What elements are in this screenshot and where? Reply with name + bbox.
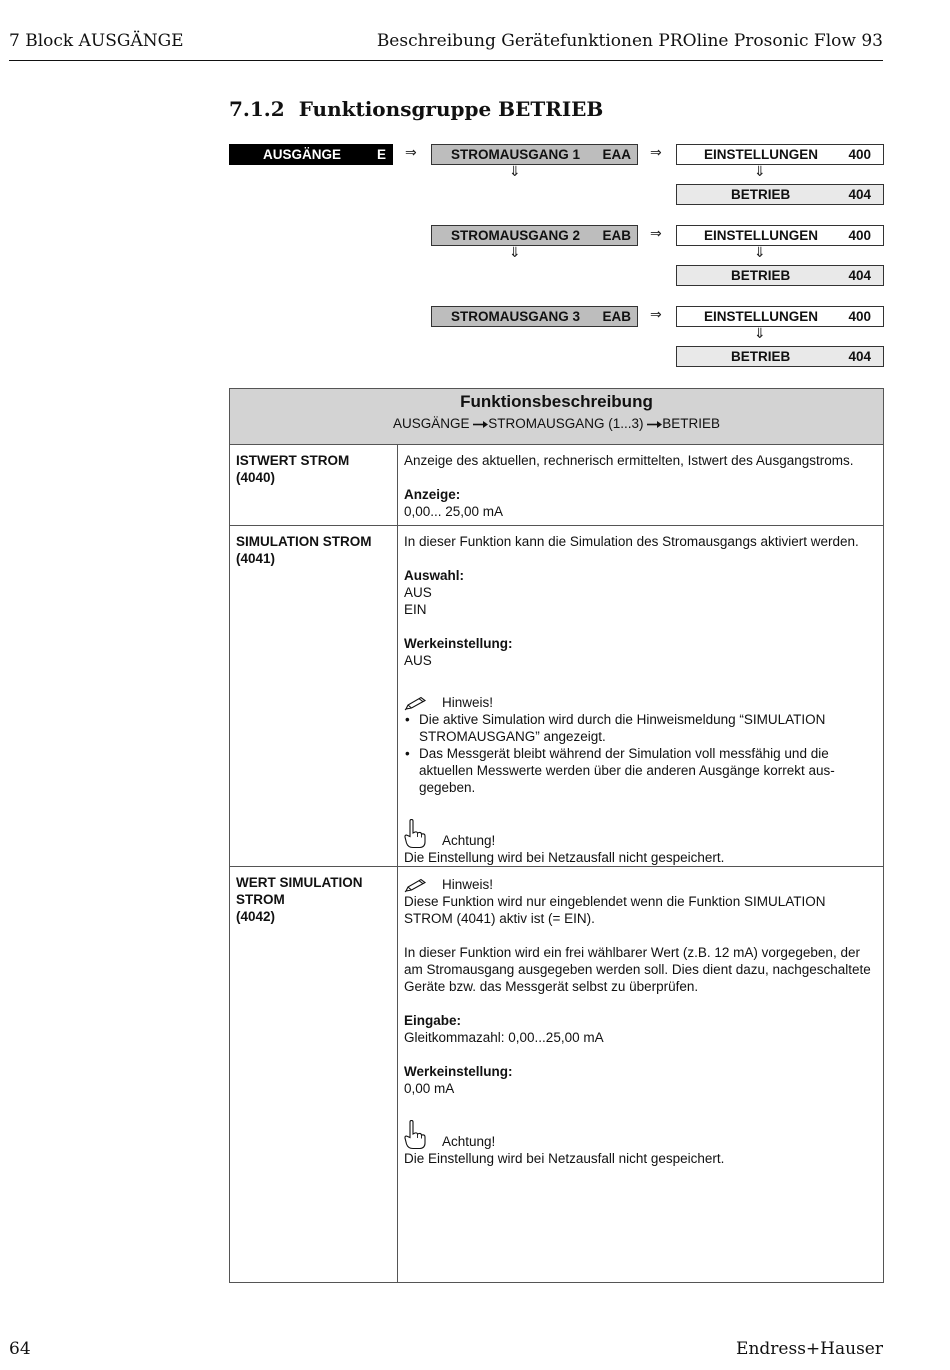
arrow-right-icon: ⇒	[650, 226, 662, 242]
caution-note	[404, 1120, 877, 1150]
function-name: STROM	[236, 892, 285, 907]
group-label: STROMAUSGANG 3	[451, 309, 581, 324]
input-label: Eingabe:	[404, 1013, 462, 1028]
selection-option: EIN	[404, 602, 427, 617]
selection-option: AUS	[404, 585, 432, 600]
function-name-cell	[230, 867, 398, 1282]
settings-label: EINSTELLUNGEN	[704, 228, 819, 243]
pointing-hand-icon	[404, 819, 428, 849]
hint-text: Diese Funktion wird nur eingeblendet wenn die Funktion SIMULATION STROM (4041) aktiv ist (= EIN).	[404, 894, 826, 926]
description-text: In dieser Funktion kann die Simulation des Stromausgangs aktiviert werden.	[404, 534, 859, 549]
group-label: STROMAUSGANG 1	[451, 147, 581, 162]
function-description-cell	[398, 526, 883, 866]
running-header-chapter: 7 Block AUSGÄNGE	[9, 31, 184, 51]
display-value: 0,00... 25,00 mA	[404, 504, 504, 519]
arrow-right-icon	[473, 420, 488, 429]
function-name: ISTWERT STROM	[236, 453, 350, 468]
table-row	[230, 526, 883, 867]
function-description-cell	[398, 445, 883, 520]
settings-code: 400	[848, 228, 871, 243]
operation-code: 404	[848, 349, 871, 364]
arrow-down-icon: ⇓	[509, 245, 521, 261]
table-row	[230, 867, 883, 1282]
arrow-right-icon	[647, 420, 662, 429]
settings-label: EINSTELLUNGEN	[704, 147, 819, 162]
pencil-icon	[404, 878, 428, 893]
caution-note	[404, 819, 877, 849]
operation-label: BETRIEB	[731, 349, 791, 364]
arrow-right-icon: ⇒	[405, 145, 417, 161]
group-code: EAA	[602, 147, 631, 162]
settings-box-3	[676, 306, 884, 327]
input-value: Gleitkommazahl: 0,00...25,00 mA	[404, 1030, 604, 1045]
settings-box-1	[676, 144, 884, 165]
operation-label: BETRIEB	[731, 268, 791, 283]
block-code: E	[376, 147, 386, 162]
group-code: EAB	[602, 228, 631, 243]
function-description-cell	[398, 867, 883, 1167]
hint-label: Hinweis!	[442, 695, 494, 710]
group-label: STROMAUSGANG 2	[451, 228, 581, 243]
default-label: Werkeinstellung:	[404, 636, 513, 651]
hint-list	[404, 711, 877, 796]
arrow-down-icon: ⇓	[754, 245, 766, 261]
function-name-cell	[230, 445, 398, 525]
group-box-2	[431, 225, 638, 246]
table-header	[230, 389, 883, 445]
default-label: Werkeinstellung:	[404, 1064, 513, 1079]
function-name: SIMULATION STROM	[236, 534, 372, 549]
settings-code: 400	[848, 309, 871, 324]
arrow-down-icon: ⇓	[754, 326, 766, 342]
default-value: 0,00 mA	[404, 1081, 455, 1096]
selection-label: Auswahl:	[404, 568, 465, 583]
pencil-icon	[404, 696, 428, 711]
hint-note	[404, 876, 877, 893]
operation-box-2	[676, 265, 884, 286]
operation-code: 404	[848, 268, 871, 283]
operation-box-1	[676, 184, 884, 205]
arrow-right-icon: ⇒	[650, 145, 662, 161]
table-row	[230, 445, 883, 526]
arrow-down-icon: ⇓	[754, 164, 766, 180]
brand-name: Endress+Hauser	[736, 1339, 883, 1359]
display-label: Anzeige:	[404, 487, 461, 502]
arrow-right-icon: ⇒	[650, 307, 662, 323]
function-name-cell	[230, 526, 398, 866]
list-item: • Die aktive Simulation wird durch die Hinweismeldung “SIMULATION STROMAUSGANG” angezeigt.	[404, 711, 877, 745]
description-text: Anzeige des aktuellen, rechnerisch ermittelten, Istwert des Ausgangstroms.	[404, 453, 854, 468]
function-description-table	[229, 388, 884, 1283]
function-code: (4041)	[236, 551, 276, 566]
group-box-3	[431, 306, 638, 327]
caution-text: Die Einstellung wird bei Netzausfall nicht gespeichert.	[404, 1151, 725, 1166]
function-name: WERT SIMULATION	[236, 875, 363, 890]
list-item: • Das Messgerät bleibt während der Simulation voll messfähig und die aktuellen Messwerte werden über die anderen Ausgänge korrekt aus-gegeben.	[404, 745, 877, 796]
operation-box-3	[676, 346, 884, 367]
section-title	[229, 97, 603, 121]
settings-label: EINSTELLUNGEN	[704, 309, 819, 324]
pointing-hand-icon	[404, 1120, 428, 1150]
table-title: Funktionsbeschreibung	[460, 392, 653, 411]
default-value: AUS	[404, 653, 432, 668]
page-number: 64	[9, 1339, 31, 1359]
table-path: AUSGÄNGE STROMAUSGANG (1...3) BETRIEB	[392, 416, 721, 431]
description-text: In dieser Funktion wird ein frei wählbarer Wert (z.B. 12 mA) vorgegeben, der am Stromausgang ausgegeben werden soll. Dies dient dazu, nachgeschaltete Geräte bzw. das Messgerät selbst zu überprüfen.	[404, 945, 871, 994]
operation-label: BETRIEB	[731, 187, 791, 202]
block-box	[229, 144, 393, 165]
caution-label: Achtung!	[442, 1134, 496, 1149]
running-header-title: Beschreibung Gerätefunktionen PROline Prosonic Flow 93	[376, 31, 883, 51]
group-code: EAB	[602, 309, 631, 324]
block-label: AUSGÄNGE	[263, 147, 342, 162]
hint-label: Hinweis!	[442, 877, 494, 892]
function-code: (4042)	[236, 909, 276, 924]
arrow-down-icon: ⇓	[509, 164, 521, 180]
settings-box-2	[676, 225, 884, 246]
section-title-text: Funktionsgruppe BETRIEB	[298, 97, 604, 121]
header-rule	[9, 60, 883, 61]
group-box-1	[431, 144, 638, 165]
settings-code: 400	[848, 147, 871, 162]
function-code: (4040)	[236, 470, 276, 485]
section-number: 7.1.2	[229, 97, 285, 121]
hint-note	[404, 694, 877, 711]
caution-text: Die Einstellung wird bei Netzausfall nicht gespeichert.	[404, 850, 725, 865]
operation-code: 404	[848, 187, 871, 202]
caution-label: Achtung!	[442, 833, 496, 848]
